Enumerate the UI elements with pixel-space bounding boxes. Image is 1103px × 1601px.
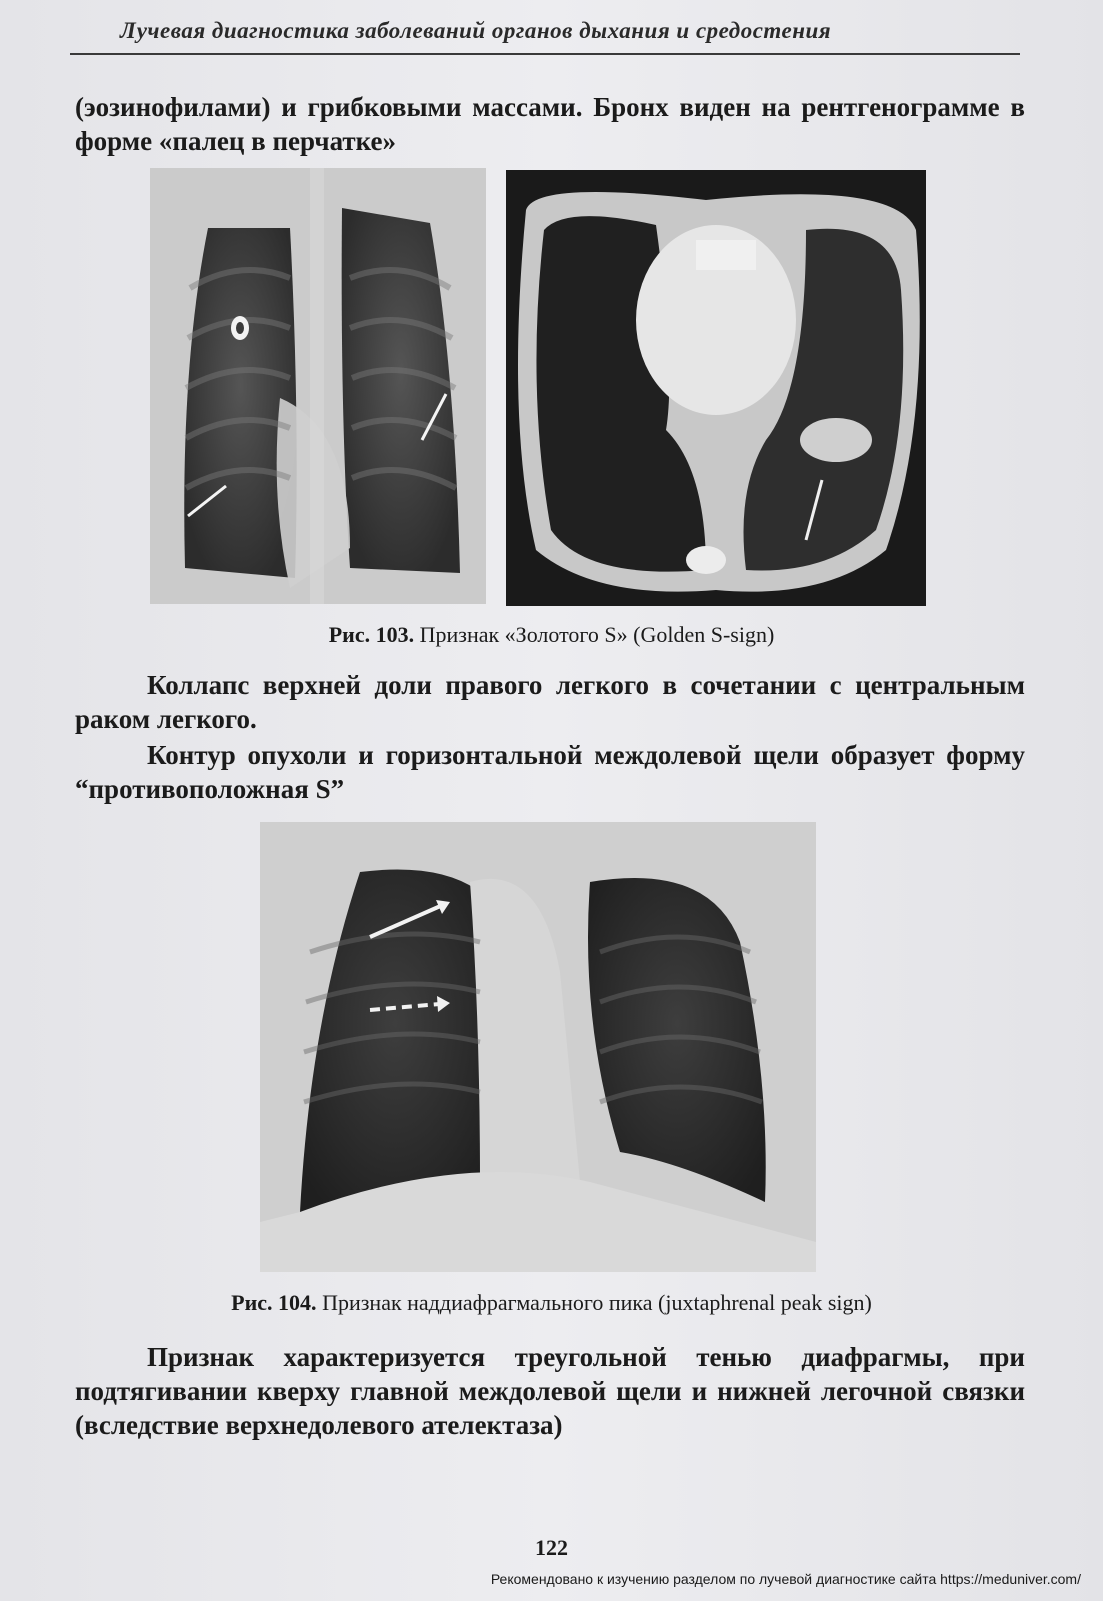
figure-103-ct [506, 170, 926, 606]
figure-103-xray [150, 168, 486, 604]
figure-104-caption-text: Признак наддиафрагмального пика (juxtaphrenal peak sign) [322, 1290, 872, 1315]
footer-note: Рекомендовано к изучению разделом по лучевой диагностике сайта https://meduniver.com/ [490, 1571, 1081, 1587]
figure-103-caption [0, 622, 1103, 648]
figure-103-label: Рис. 103. [328, 622, 415, 647]
figure-104-label: Рис. 104. [231, 1290, 317, 1315]
header-rule [70, 53, 1020, 55]
chest-ct-image [506, 170, 926, 606]
figure-104-xray [260, 822, 816, 1272]
paragraph-collapse: Коллапс верхней доли правого легкого в сочетании с центральным раком легкого. [75, 670, 1025, 734]
page-number: 122 [535, 1535, 568, 1560]
paragraph-top: (эозинофилами) и грибковыми массами. Бронх виден на рентгенограмме в форме «палец в перчатке» [75, 92, 1025, 156]
running-header: Лучевая диагностика заболеваний органов дыхания и средостения [120, 18, 832, 43]
figure-103-caption-text: Признак «Золотого S» (Golden S-sign) [419, 622, 775, 647]
figure-104-caption [0, 1290, 1103, 1316]
paragraph-bottom: Признак характеризуется треугольной тенью диафрагмы, при подтягивании кверху главной междолевой щели и нижней легочной связки (вследствие верхнедолевого ателектаза) [75, 1342, 1025, 1440]
paragraph-contour: Контур опухоли и горизонтальной междолевой щели образует форму “противоположная S” [75, 740, 1025, 804]
chest-xray-juxtaphrenal-image [260, 822, 816, 1272]
chest-xray-image [150, 168, 486, 604]
